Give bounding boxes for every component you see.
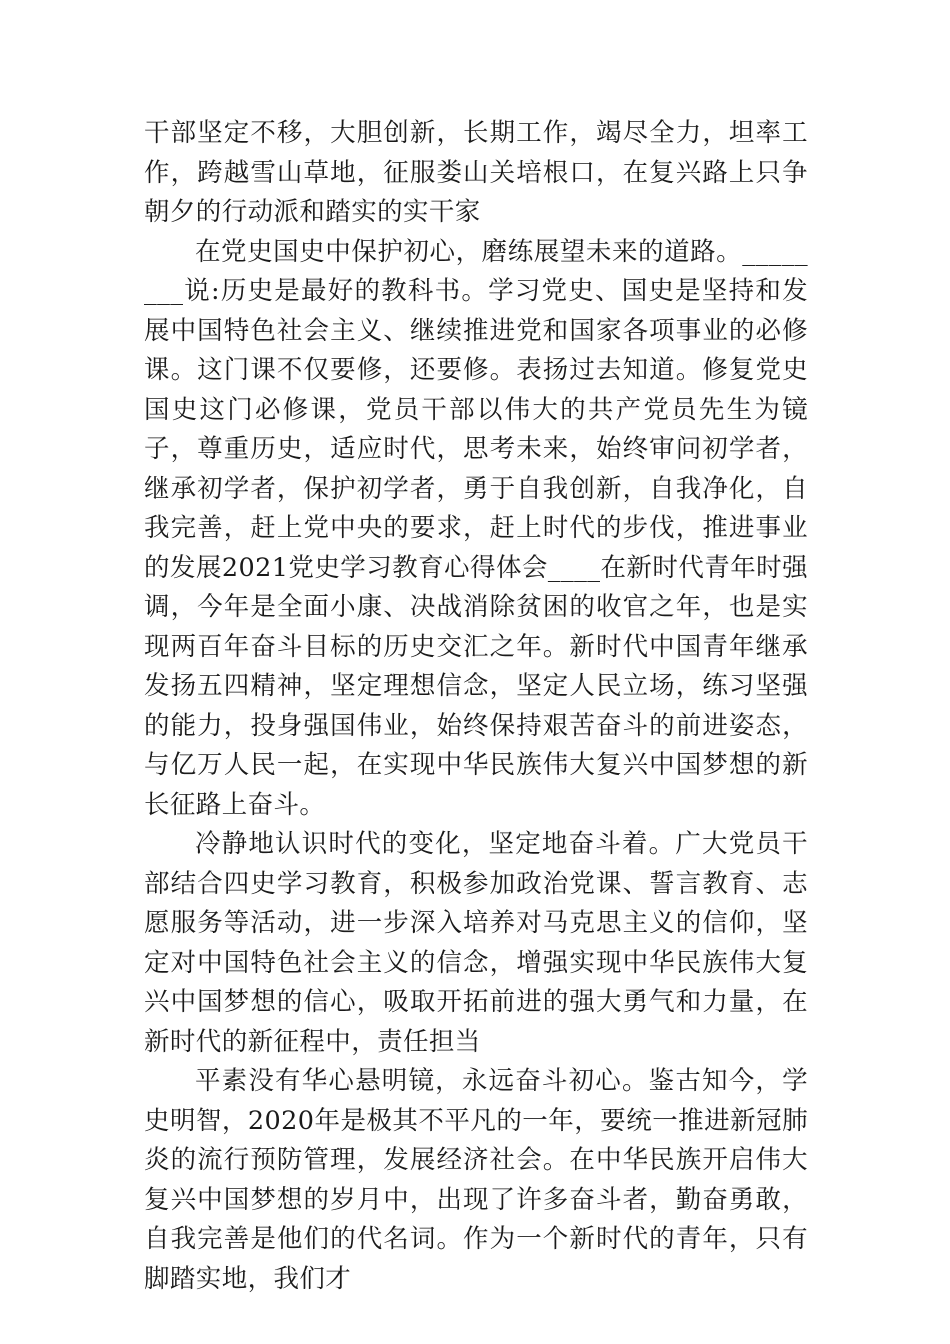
paragraph-4: 平素没有华心悬明镜，永远奋斗初心。鉴古知今，学史明智，2020年是极其不平凡的一年，要统一推进新冠肺炎的流行预防管理，发展经济社会。在中华民族开启伟大复兴中国梦想的岁月中，出现了许多奋斗者，勤奋勇敢，自我完善是他们的代名词。作为一个新时代的青年，只有脚踏实地，我们才 <box>144 1066 808 1294</box>
paragraph-2: 在党史国史中保护初心，磨练展望未来的道路。________说:历史是最好的教科书。学习党史、国史是坚持和发展中国特色社会主义、继续推进党和国家各项事业的必修课。这门课不仅要修，还要修。表扬过去知道。修复党史国史这门必修课，党员干部以伟大的共产党员先生为镜子，尊重历史，适应时代，思考未来，始终审问初学者，继承初学者，保护初学者，勇于自我创新，自我净化，自我完善，赶上党中央的要求，赶上时代的步伐，推进事业的发展2021党史学习教育心得体会____在新时代青年时强调，今年是全面小康、决战消除贫困的收官之年，也是实现两百年奋斗目标的历史交汇之年。新时代中国青年继承发扬五四精神，坚定理想信念，坚定人民立场，练习坚强的能力，投身强国伟业，始终保持艰苦奋斗的前进姿态，与亿万人民一起，在实现中华民族伟大复兴中国梦想的新长征路上奋斗。 <box>144 236 808 820</box>
document-body <box>144 114 808 1299</box>
paragraph-3: 冷静地认识时代的变化，坚定地奋斗着。广大党员干部结合四史学习教育，积极参加政治党课、誓言教育、志愿服务等活动，进一步深入培养对马克思主义的信仰，坚定对中国特色社会主义的信念，增强实现中华民族伟大复兴中国梦想的信心，吸取开拓前进的强大勇气和力量，在新时代的新征程中，责任担当 <box>144 829 808 1057</box>
paragraph-1: 干部坚定不移，大胆创新，长期工作，竭尽全力，坦率工作，跨越雪山草地，征服娄山关培根口，在复兴路上只争朝夕的行动派和踏实的实干家 <box>144 118 808 227</box>
